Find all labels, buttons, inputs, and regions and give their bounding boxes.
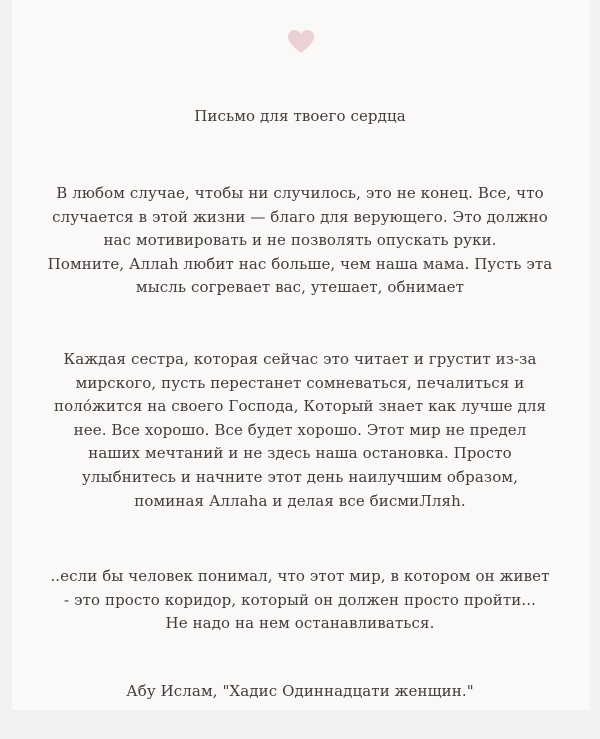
signature: Абу Ислам, "Хадис Одиннадцати женщин." bbox=[126, 682, 474, 700]
heart-icon bbox=[288, 30, 314, 54]
paragraph-2 bbox=[0, 348, 600, 513]
paragraph-3-line: - это просто коридор, который он должен просто пройти... bbox=[64, 590, 536, 609]
paragraph-3-line: Не надо на нем останавливаться. bbox=[165, 614, 435, 633]
letter-title: Письмо для твоего сердца bbox=[194, 107, 406, 125]
paragraph-1-line: В любом случае, чтобы ни случилось, это не конец. Все, что bbox=[56, 184, 544, 202]
paragraph-2-line: улыбнитесь и начните этот день наилучшим образом, bbox=[82, 467, 518, 486]
paragraph-1-line: нас мотивировать и не позволять опускать руки. bbox=[103, 231, 497, 250]
paragraph-1-line: Помните, Аллаh любит нас больше, чем наша мама. Пусть эта bbox=[47, 254, 553, 273]
paragraph-3-line: ..если бы человек понимал, что этот мир, в котором он живет bbox=[50, 567, 550, 585]
paragraph-2-line: наших мечтаний и не здесь наша остановка. Просто bbox=[88, 444, 512, 463]
paragraph-3 bbox=[0, 565, 600, 636]
paragraph-1 bbox=[0, 182, 600, 300]
paragraph-2-line: Каждая сестра, которая сейчас это читает и грустит из-за bbox=[63, 350, 537, 368]
paragraph-1-line: случается в этой жизни — благо для верующего. Это должно bbox=[52, 207, 548, 226]
paragraph-2-line: поло́жится на своего Господа, Который знает как лучше для bbox=[53, 397, 547, 416]
paragraph-2-line: мирского, пусть перестанет сомневаться, печалиться и bbox=[75, 373, 525, 392]
paragraph-1-line: мысль согревает вас, утешает, обнимает bbox=[135, 278, 465, 297]
paragraph-2-line: поминая Аллаhа и делая все бисмиЛляh. bbox=[134, 491, 466, 510]
paragraph-2-line: нее. Все хорошо. Все будет хорошо. Этот мир не предел bbox=[73, 420, 527, 439]
